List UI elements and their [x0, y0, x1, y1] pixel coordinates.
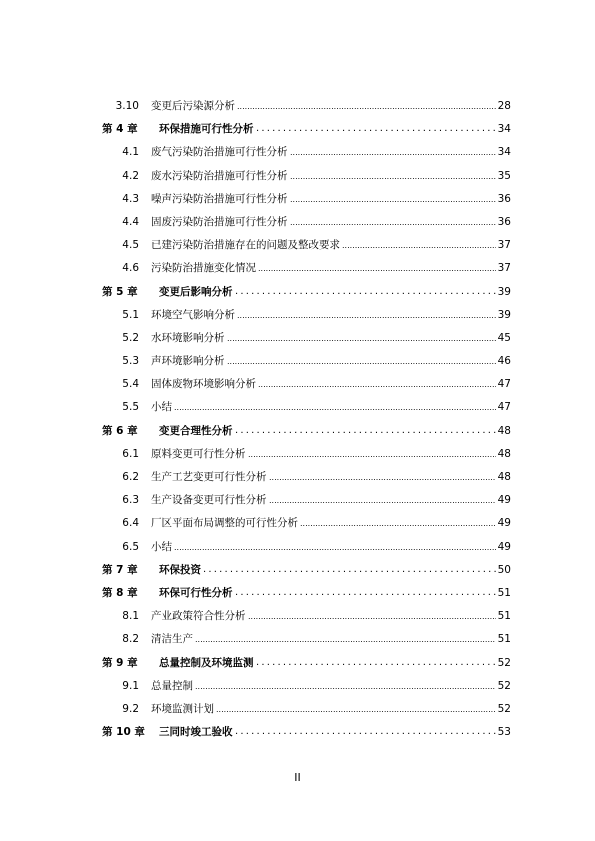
page-reference: 36: [497, 192, 511, 205]
toc-section-entry[interactable]: [0, 628, 595, 651]
dot-leader: [174, 400, 496, 415]
section-number: 4.5: [122, 239, 139, 252]
dot-leader: [248, 609, 496, 624]
dot-leader: [235, 585, 496, 600]
dot-leader: [237, 99, 496, 114]
page-reference: 46: [497, 355, 511, 368]
section-title: 固体废物环境影响分析: [151, 378, 256, 391]
dot-leader: [237, 308, 496, 323]
section-number: 6.3: [122, 494, 139, 507]
section-number: 4.3: [122, 192, 139, 205]
page-reference: 49: [497, 494, 511, 507]
chapter-number: 第 6 章: [102, 424, 138, 437]
chapter-number: 第 10 章: [102, 726, 145, 739]
dot-leader: [203, 562, 496, 577]
dot-leader: [258, 377, 496, 392]
toc-chapter-entry[interactable]: [0, 652, 595, 675]
section-number: 5.4: [122, 378, 139, 391]
page-reference: 48: [497, 471, 511, 483]
dot-leader: [248, 447, 496, 462]
toc-chapter-entry[interactable]: [0, 721, 595, 744]
toc-section-entry[interactable]: [0, 373, 595, 396]
dot-leader: [174, 540, 496, 555]
section-title: 小结: [151, 401, 172, 414]
chapter-title: 变更合理性分析: [159, 424, 233, 437]
section-number: 3.10: [115, 100, 139, 112]
page-reference: 52: [497, 679, 511, 692]
toc-section-entry[interactable]: [0, 257, 595, 280]
section-title: 环境监测计划: [151, 702, 214, 715]
dot-leader: [195, 679, 496, 694]
dot-leader: [269, 493, 496, 508]
section-title: 噪声污染防治措施可行性分析: [151, 192, 288, 205]
toc-section-entry[interactable]: [0, 605, 595, 628]
section-title: 声环境影响分析: [151, 355, 225, 368]
dot-leader: [235, 423, 496, 438]
dot-leader: [227, 331, 496, 346]
dot-leader: [300, 516, 496, 531]
section-number: 4.1: [122, 146, 139, 159]
chapter-number: 第 7 章: [102, 563, 138, 576]
toc-chapter-entry[interactable]: [0, 582, 595, 605]
section-number: 6.4: [122, 517, 139, 530]
page-reference: 51: [497, 610, 511, 623]
page-reference: 53: [497, 726, 511, 739]
section-number: 9.2: [122, 702, 139, 715]
chapter-number: 第 8 章: [102, 586, 138, 599]
dot-leader: [216, 702, 496, 717]
toc-section-entry[interactable]: [0, 95, 595, 118]
page-reference: 48: [497, 447, 511, 460]
section-title: 总量控制: [151, 679, 193, 692]
toc-section-entry[interactable]: [0, 165, 595, 188]
section-number: 9.1: [122, 679, 139, 692]
toc-section-entry[interactable]: [0, 350, 595, 373]
toc-chapter-entry[interactable]: [0, 281, 595, 304]
dot-leader: [227, 354, 496, 369]
section-number: 5.5: [122, 401, 139, 414]
chapter-number: 第 9 章: [102, 656, 138, 669]
page-reference: 52: [497, 702, 511, 715]
page-number: II: [294, 771, 301, 784]
page-reference: 28: [497, 100, 511, 112]
chapter-title: 总量控制及环境监测: [159, 656, 254, 669]
chapter-number: 第 4 章: [102, 123, 138, 136]
toc-section-entry[interactable]: [0, 466, 595, 489]
section-title: 废水污染防治措施可行性分析: [151, 169, 288, 182]
page-reference: 37: [497, 239, 511, 252]
section-number: 8.1: [122, 610, 139, 623]
toc-chapter-entry[interactable]: [0, 420, 595, 443]
section-title: 污染防治措施变化情况: [151, 262, 256, 275]
page-reference: 51: [497, 586, 511, 599]
section-number: 6.1: [122, 447, 139, 460]
chapter-title: 三同时竣工验收: [159, 726, 233, 739]
page-reference: 52: [497, 656, 511, 669]
chapter-title: 环保投资: [159, 563, 201, 576]
table-of-contents: [0, 95, 595, 744]
toc-section-entry[interactable]: [0, 234, 595, 257]
page-reference: 45: [497, 331, 511, 344]
section-title: 变更后污染源分析: [151, 100, 235, 112]
chapter-number: 第 5 章: [102, 285, 138, 298]
section-title: 原料变更可行性分析: [151, 447, 246, 460]
section-number: 5.2: [122, 331, 139, 344]
chapter-title: 环保措施可行性分析: [159, 123, 254, 136]
section-title: 小结: [151, 540, 172, 553]
section-title: 固废污染防治措施可行性分析: [151, 215, 288, 228]
toc-section-entry[interactable]: [0, 698, 595, 721]
page-reference: 48: [497, 424, 511, 437]
dot-leader: [290, 145, 496, 160]
dot-leader: [290, 169, 496, 184]
page-reference: 49: [497, 517, 511, 530]
page-reference: 47: [497, 378, 511, 391]
page-reference: 34: [497, 146, 511, 159]
page-reference: 34: [497, 123, 511, 136]
toc-section-entry[interactable]: [0, 536, 595, 559]
dot-leader: [258, 261, 496, 276]
dot-leader: [342, 238, 496, 253]
page-reference: 35: [497, 169, 511, 182]
section-number: 4.2: [122, 169, 139, 182]
toc-chapter-entry[interactable]: [0, 559, 595, 582]
section-number: 4.6: [122, 262, 139, 275]
section-number: 8.2: [122, 633, 139, 646]
dot-leader: [235, 724, 496, 739]
page-reference: 50: [497, 563, 511, 576]
dot-leader: [290, 192, 496, 207]
section-title: 厂区平面布局调整的可行性分析: [151, 517, 298, 530]
chapter-title: 环保可行性分析: [159, 586, 233, 599]
toc-section-entry[interactable]: [0, 489, 595, 512]
page-reference: 47: [497, 401, 511, 414]
toc-section-entry[interactable]: [0, 188, 595, 211]
toc-section-entry[interactable]: [0, 396, 595, 419]
page-reference: 37: [497, 262, 511, 275]
dot-leader: [235, 284, 496, 299]
dot-leader: [195, 632, 496, 647]
section-title: 环境空气影响分析: [151, 308, 235, 321]
section-title: 生产设备变更可行性分析: [151, 494, 267, 507]
page-reference: 51: [497, 633, 511, 646]
toc-chapter-entry[interactable]: [0, 118, 595, 141]
toc-section-entry[interactable]: [0, 512, 595, 535]
section-title: 已建污染防治措施存在的问题及整改要求: [151, 239, 340, 252]
page-reference: 39: [497, 308, 511, 321]
section-number: 6.5: [122, 540, 139, 553]
section-title: 产业政策符合性分析: [151, 610, 246, 623]
section-number: 4.4: [122, 215, 139, 228]
dot-leader: [290, 215, 496, 230]
page-reference: 49: [497, 540, 511, 553]
toc-section-entry[interactable]: [0, 211, 595, 234]
section-title: 清洁生产: [151, 633, 193, 646]
page-reference: 36: [497, 215, 511, 228]
section-title: 生产工艺变更可行性分析: [151, 471, 267, 483]
section-number: 5.3: [122, 355, 139, 368]
toc-section-entry[interactable]: [0, 675, 595, 698]
dot-leader: [256, 655, 496, 670]
toc-section-entry[interactable]: [0, 327, 595, 350]
toc-section-entry[interactable]: [0, 304, 595, 327]
section-title: 水环境影响分析: [151, 331, 225, 344]
section-title: 废气污染防治措施可行性分析: [151, 146, 288, 159]
dot-leader: [269, 470, 496, 485]
toc-section-entry[interactable]: [0, 141, 595, 164]
toc-section-entry[interactable]: [0, 443, 595, 466]
dot-leader: [256, 121, 496, 136]
chapter-title: 变更后影响分析: [159, 285, 233, 298]
section-number: 6.2: [122, 471, 139, 483]
section-number: 5.1: [122, 308, 139, 321]
page-reference: 39: [497, 285, 511, 298]
